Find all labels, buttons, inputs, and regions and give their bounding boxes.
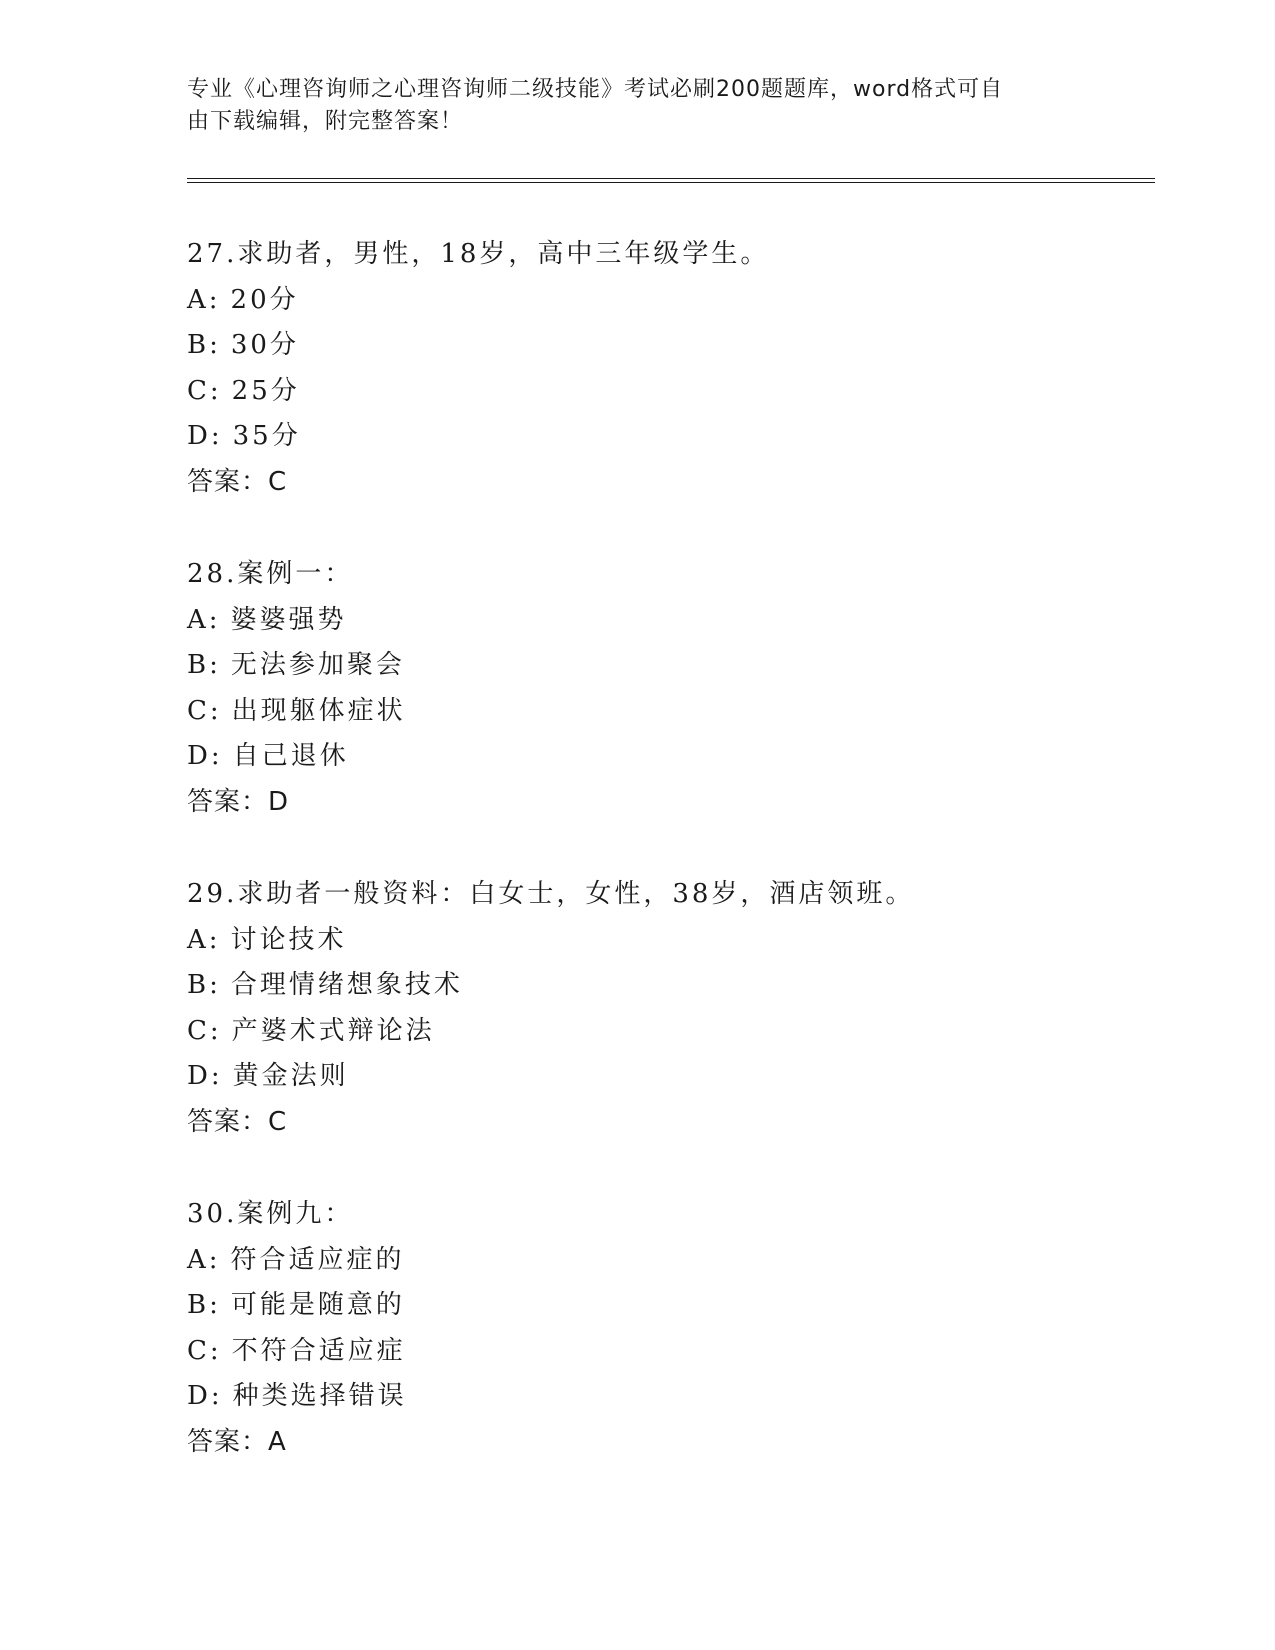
option-label: C: — [187, 375, 222, 406]
question-29 — [187, 872, 1147, 1145]
answer-line: 答案：D — [187, 786, 290, 817]
header-line-2: 由下载编辑，附完整答案！ — [187, 109, 464, 134]
option-b — [187, 643, 1147, 689]
question-stem: 27.求助者，男性，18岁，高中三年级学生。 — [187, 239, 770, 269]
option-label: C: — [187, 1015, 222, 1046]
header-divider-top — [187, 178, 1155, 179]
option-label: C: — [187, 1335, 222, 1366]
option-a — [187, 918, 1147, 964]
option-b — [187, 963, 1147, 1009]
question-27 — [187, 232, 1147, 505]
option-d — [187, 1374, 1147, 1420]
option-text: 讨论技术 — [230, 924, 347, 955]
option-a — [187, 1238, 1147, 1284]
option-text: 20分 — [230, 284, 299, 315]
option-label: B: — [187, 970, 221, 1000]
question-stem: 28.案例一： — [187, 559, 354, 589]
answer-line: 答案：C — [187, 1106, 288, 1137]
question-30 — [187, 1192, 1147, 1465]
option-d — [187, 1054, 1147, 1100]
option-a — [187, 598, 1147, 644]
option-text: 30分 — [230, 330, 299, 360]
option-label: D: — [187, 741, 223, 771]
question-stem: 29.求助者一般资料：白女士，女性，38岁，酒店领班。 — [187, 879, 915, 909]
option-text: 婆婆强势 — [230, 604, 347, 635]
option-label: B: — [187, 330, 221, 360]
header-divider-bottom — [187, 182, 1155, 183]
option-label: D: — [187, 1381, 223, 1411]
option-label: B: — [187, 650, 221, 680]
option-label: D: — [187, 421, 223, 451]
option-label: A: — [187, 284, 221, 315]
option-text: 不符合适应症 — [231, 1335, 406, 1366]
option-text: 可能是随意的 — [230, 1290, 405, 1320]
option-label: A: — [187, 1244, 221, 1275]
option-c — [187, 1009, 1147, 1055]
option-label: C: — [187, 695, 222, 726]
option-c — [187, 1329, 1147, 1375]
option-text: 出现躯体症状 — [231, 695, 406, 726]
answer-line: 答案：C — [187, 466, 288, 497]
option-text: 产婆术式辩论法 — [231, 1015, 435, 1046]
option-text: 无法参加聚会 — [230, 650, 405, 680]
option-text: 自己退休 — [232, 741, 349, 771]
option-text: 25分 — [231, 375, 300, 406]
option-text: 黄金法则 — [232, 1061, 349, 1091]
question-28 — [187, 552, 1147, 825]
option-b — [187, 323, 1147, 369]
option-text: 种类选择错误 — [232, 1381, 407, 1411]
option-d — [187, 734, 1147, 780]
option-b — [187, 1283, 1147, 1329]
question-stem: 30.案例九： — [187, 1199, 354, 1229]
option-c — [187, 689, 1147, 735]
document-header — [187, 74, 1067, 138]
option-label: B: — [187, 1290, 221, 1320]
option-label: D: — [187, 1061, 223, 1091]
option-text: 合理情绪想象技术 — [230, 970, 463, 1000]
option-label: A: — [187, 924, 221, 955]
header-line-1: 专业《心理咨询师之心理咨询师二级技能》考试必刷200题题库，word格式可自 — [187, 77, 1004, 102]
option-label: A: — [187, 604, 221, 635]
option-c — [187, 369, 1147, 415]
option-d — [187, 414, 1147, 460]
answer-line: 答案：A — [187, 1426, 287, 1457]
option-text: 35分 — [232, 421, 301, 451]
option-text: 符合适应症的 — [230, 1244, 405, 1275]
option-a — [187, 278, 1147, 324]
